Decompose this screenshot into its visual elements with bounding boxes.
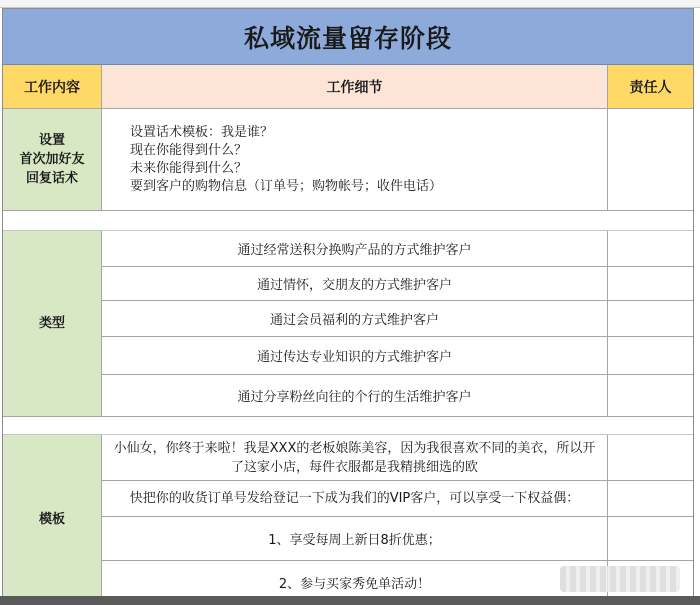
bottom-edge-bar	[0, 596, 700, 605]
detail-line: 要到客户的购物信息（订单号；购物帐号；收件电话）	[130, 178, 443, 194]
template-row[interactable]: 小仙女，你终于来啦！我是XXX的老板娘陈美容，因为我很喜欢不同的美衣，所以开了这家小店，每件衣服都是我精挑细选的欧	[102, 435, 608, 481]
owner-cell[interactable]	[608, 375, 693, 417]
owner-cell[interactable]	[608, 481, 693, 517]
detail-line: 未来你能得到什么？	[130, 160, 248, 176]
detail-line: 设置话术模板：我是谁？	[130, 124, 274, 140]
greeting-script-details[interactable]	[102, 109, 608, 211]
owner-cell[interactable]	[608, 267, 693, 301]
owner-cell[interactable]	[608, 517, 693, 561]
header-work-details[interactable]: 工作细节	[102, 65, 608, 109]
spacer-row	[3, 211, 693, 231]
detail-line: 现在你能得到什么？	[130, 142, 248, 158]
spreadsheet-table	[2, 8, 694, 602]
spacer-row	[3, 417, 693, 435]
type-row[interactable]: 通过传达专业知识的方式维护客户	[102, 337, 608, 375]
header-owner[interactable]: 责任人	[608, 65, 693, 109]
template-row[interactable]: 快把你的收货订单号发给登记一下成为我们的VIP客户，可以享受一下权益偶：	[102, 481, 608, 517]
type-row[interactable]: 通过情怀，交朋友的方式维护客户	[102, 267, 608, 301]
blurred-watermark	[560, 566, 680, 592]
table-title: 私域流量留存阶段	[3, 9, 693, 65]
owner-cell[interactable]	[608, 109, 693, 211]
section-label-template[interactable]: 模板	[3, 435, 102, 603]
template-row[interactable]: 2、参与买家秀免单活动！	[102, 561, 608, 603]
type-row[interactable]: 通过会员福利的方式维护客户	[102, 301, 608, 337]
type-row[interactable]: 通过分享粉丝向往的个行的生活维护客户	[102, 375, 608, 417]
section-label-greeting-script[interactable]: 设置 首次加好友 回复话术	[3, 109, 102, 211]
top-edge-strip	[0, 0, 700, 8]
owner-cell[interactable]	[608, 337, 693, 375]
header-work-content[interactable]: 工作内容	[3, 65, 102, 109]
owner-cell[interactable]	[608, 231, 693, 267]
template-row[interactable]: 1、享受每周上新日8折优惠；	[102, 517, 608, 561]
owner-cell[interactable]	[608, 301, 693, 337]
owner-cell[interactable]	[608, 435, 693, 481]
type-row[interactable]: 通过经常送积分换购产品的方式维护客户	[102, 231, 608, 267]
section-label-type[interactable]: 类型	[3, 231, 102, 417]
